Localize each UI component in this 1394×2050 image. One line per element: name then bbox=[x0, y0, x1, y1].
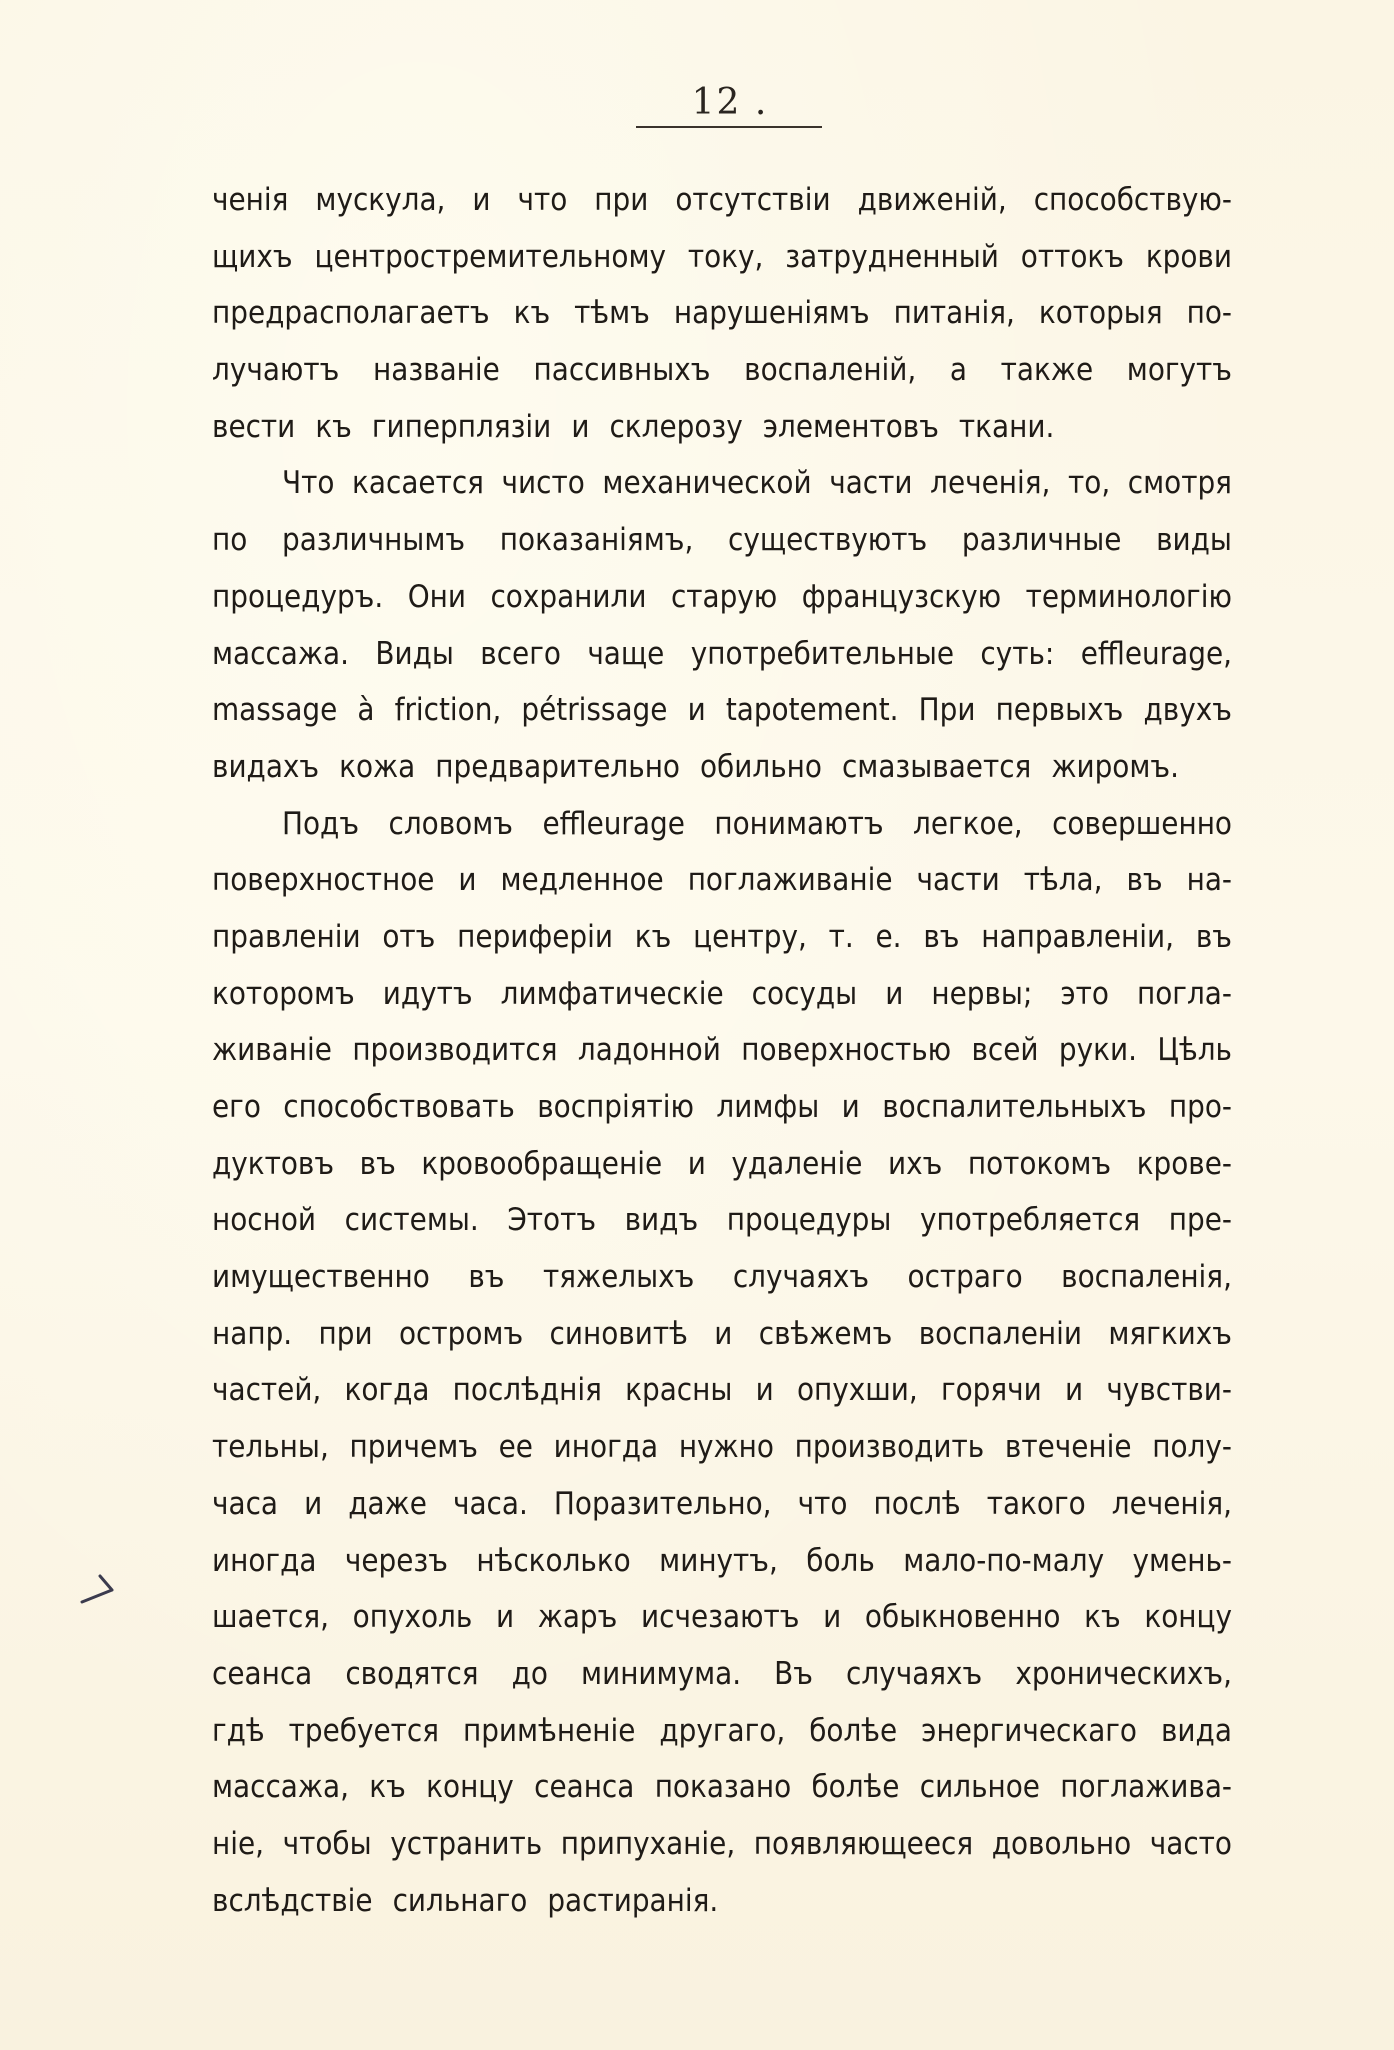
word: вслѣдствіе bbox=[212, 1882, 373, 1919]
word: смазывается bbox=[841, 748, 1032, 785]
word: вида bbox=[1160, 1712, 1232, 1749]
text-line bbox=[212, 1759, 1232, 1816]
word: гиперплязіи bbox=[371, 408, 552, 445]
word: питанія, bbox=[893, 295, 1015, 332]
word: обыкновенно bbox=[864, 1599, 1061, 1636]
text-line bbox=[212, 1476, 1232, 1533]
word: минутъ, bbox=[659, 1542, 778, 1579]
word: показаніямъ, bbox=[499, 522, 694, 559]
word: massage bbox=[212, 692, 338, 729]
word: концу bbox=[426, 1769, 514, 1806]
word: и bbox=[1064, 1372, 1084, 1409]
word: ченія bbox=[212, 182, 289, 218]
word: воспаленіи bbox=[918, 1315, 1082, 1352]
word: болѣе bbox=[811, 1769, 900, 1806]
text-line bbox=[212, 512, 1232, 569]
word: способствую- bbox=[1033, 182, 1232, 218]
word: нѣсколько bbox=[476, 1542, 631, 1579]
word: лимфатическіе bbox=[500, 975, 724, 1012]
word: всей bbox=[971, 1032, 1039, 1069]
word: оттокъ bbox=[1020, 238, 1124, 275]
word: производится bbox=[352, 1032, 558, 1069]
word: центру, bbox=[693, 918, 807, 955]
word: часа bbox=[212, 1485, 278, 1522]
text-line bbox=[212, 1703, 1232, 1760]
body-text bbox=[212, 172, 1232, 1929]
word: поглажива- bbox=[1060, 1769, 1232, 1806]
word: къ bbox=[513, 295, 551, 332]
word: до bbox=[511, 1655, 548, 1692]
word: Подъ bbox=[282, 805, 360, 842]
word: Цѣль bbox=[1157, 1032, 1232, 1069]
text-line bbox=[212, 1192, 1232, 1249]
word: производить bbox=[794, 1429, 985, 1466]
word: сильнаго bbox=[392, 1882, 528, 1919]
word: удаленіе bbox=[731, 1145, 863, 1182]
word: легкое, bbox=[913, 805, 1023, 842]
word: массажа, bbox=[212, 1769, 349, 1806]
word: руки. bbox=[1058, 1032, 1137, 1069]
word: его bbox=[212, 1089, 261, 1125]
word: а bbox=[949, 352, 968, 389]
word: при bbox=[318, 1315, 373, 1352]
word: иногда bbox=[553, 1429, 659, 1466]
word: въ bbox=[359, 1145, 396, 1182]
word: въ bbox=[468, 1259, 505, 1296]
word: тѣмъ bbox=[574, 295, 650, 332]
text-line bbox=[212, 852, 1232, 909]
word: воспалительныхъ bbox=[882, 1089, 1147, 1125]
word: Что bbox=[282, 465, 335, 502]
word: Въ bbox=[774, 1655, 813, 1692]
word: послѣ bbox=[873, 1485, 961, 1522]
text-line bbox=[212, 1362, 1232, 1419]
word: минимума. bbox=[581, 1655, 742, 1692]
word: опухоль bbox=[352, 1599, 473, 1636]
word: появляющееся bbox=[753, 1825, 974, 1862]
word: синовитѣ bbox=[549, 1315, 688, 1352]
word: идутъ bbox=[382, 975, 473, 1012]
word: къ bbox=[369, 1769, 406, 1806]
word: чаще bbox=[587, 635, 665, 672]
word: остромъ bbox=[399, 1315, 524, 1352]
word: поверхностное bbox=[212, 862, 435, 899]
text-line bbox=[212, 172, 1232, 229]
word: къ bbox=[634, 918, 672, 955]
word: видъ bbox=[624, 1202, 699, 1239]
word: шается, bbox=[212, 1599, 329, 1636]
word: по- bbox=[1186, 295, 1232, 332]
word: болѣе bbox=[809, 1712, 898, 1749]
word: воспаленія, bbox=[1061, 1259, 1232, 1296]
word: леченія, bbox=[1111, 1485, 1232, 1522]
text-line bbox=[212, 455, 1232, 512]
text-line bbox=[212, 682, 1232, 739]
word: тѣла, bbox=[1023, 862, 1103, 899]
word: втеченіе bbox=[1004, 1429, 1132, 1466]
word: нервы; bbox=[931, 975, 1033, 1012]
word: въ bbox=[1126, 862, 1163, 899]
word: лучаютъ bbox=[212, 352, 340, 389]
word: и bbox=[841, 1089, 860, 1125]
word: живаніе bbox=[212, 1032, 332, 1069]
word: названіе bbox=[372, 352, 500, 389]
word: то, bbox=[1068, 465, 1111, 502]
word: поглаживаніе bbox=[687, 862, 893, 899]
text-line bbox=[212, 229, 1232, 286]
word: старую bbox=[670, 578, 778, 615]
text-line bbox=[212, 1589, 1232, 1646]
word: мускула, bbox=[315, 182, 446, 218]
word: пассивныхъ bbox=[533, 352, 711, 389]
word: послѣднія bbox=[452, 1372, 602, 1409]
word: случаяхъ bbox=[732, 1259, 870, 1296]
word: смотря bbox=[1127, 465, 1232, 502]
word: виды bbox=[1156, 522, 1232, 559]
word: существуютъ bbox=[728, 522, 928, 559]
word: которыя bbox=[1038, 295, 1163, 332]
text-line bbox=[212, 569, 1232, 626]
word: тельны, bbox=[212, 1429, 329, 1466]
word: процедуръ. bbox=[212, 578, 384, 615]
word: всего bbox=[480, 635, 561, 672]
word: вести bbox=[212, 408, 296, 445]
word: При bbox=[918, 692, 976, 729]
word: ихъ bbox=[887, 1145, 943, 1182]
word: крове- bbox=[1136, 1145, 1232, 1182]
word: иногда bbox=[212, 1542, 317, 1579]
word: черезъ bbox=[344, 1542, 448, 1579]
word: центростремительному bbox=[314, 238, 666, 275]
word: боль bbox=[806, 1542, 875, 1579]
word: свѣжемъ bbox=[758, 1315, 893, 1352]
word: и bbox=[823, 1599, 842, 1636]
word: частей, bbox=[212, 1372, 322, 1409]
word: также bbox=[1000, 352, 1094, 389]
word: т. bbox=[828, 918, 854, 955]
word: и bbox=[687, 692, 706, 729]
word: довольно bbox=[991, 1825, 1132, 1862]
word: горячи bbox=[940, 1372, 1042, 1409]
word: pétrissage bbox=[521, 692, 668, 729]
word: видахъ bbox=[212, 748, 320, 785]
word: потокомъ bbox=[967, 1145, 1112, 1182]
word: сохранили bbox=[490, 578, 647, 615]
word: исчезаютъ bbox=[641, 1599, 800, 1636]
word: нарушеніямъ bbox=[673, 295, 870, 332]
word: чувстви- bbox=[1106, 1372, 1232, 1409]
word: понимаютъ bbox=[714, 805, 884, 842]
word: tapotement. bbox=[725, 692, 899, 729]
word: части bbox=[829, 465, 913, 502]
word: à bbox=[357, 692, 375, 729]
text-line bbox=[212, 909, 1232, 966]
word: имущественно bbox=[212, 1259, 430, 1296]
word: даже bbox=[348, 1485, 427, 1522]
word: часто bbox=[1149, 1825, 1232, 1862]
word: леченія, bbox=[930, 465, 1051, 502]
word: энергическаго bbox=[921, 1712, 1137, 1749]
word: и bbox=[458, 862, 477, 899]
word: концу bbox=[1144, 1599, 1232, 1636]
word: причемъ bbox=[349, 1429, 478, 1466]
word: отъ bbox=[382, 918, 436, 955]
word: суть: bbox=[980, 635, 1055, 672]
word: мало-по-малу bbox=[903, 1542, 1105, 1579]
text-line bbox=[212, 1022, 1232, 1079]
word: движеній, bbox=[857, 182, 1007, 218]
text-line bbox=[212, 739, 1232, 796]
margin-pencil-mark bbox=[78, 1568, 118, 1608]
word: правленіи bbox=[212, 918, 361, 955]
word: медленное bbox=[500, 862, 664, 899]
word: касается bbox=[352, 465, 484, 502]
word: массажа. bbox=[212, 635, 349, 672]
text-line bbox=[212, 626, 1232, 683]
word: сеанса bbox=[212, 1655, 313, 1692]
word: предварительно bbox=[435, 748, 680, 785]
word: хроническихъ, bbox=[1015, 1655, 1232, 1692]
word: въ bbox=[923, 918, 960, 955]
word: элементовъ bbox=[762, 408, 939, 445]
word: двухъ bbox=[1143, 692, 1232, 729]
word: предрасполагаетъ bbox=[212, 295, 490, 332]
word: затрудненный bbox=[785, 238, 999, 275]
word: лимфы bbox=[716, 1089, 820, 1125]
word: въ bbox=[1195, 918, 1232, 955]
word: поверхностью bbox=[741, 1032, 952, 1069]
word: которомъ bbox=[212, 975, 355, 1012]
word: Виды bbox=[375, 635, 454, 672]
text-line bbox=[212, 1249, 1232, 1306]
word: терминологію bbox=[1025, 578, 1232, 615]
word: е. bbox=[875, 918, 902, 955]
word: направленіи, bbox=[981, 918, 1175, 955]
text-line bbox=[212, 285, 1232, 342]
word: опухши, bbox=[796, 1372, 918, 1409]
word: это bbox=[1060, 975, 1109, 1012]
word: припуханіе, bbox=[560, 1825, 736, 1862]
word: и bbox=[304, 1485, 323, 1522]
word: механической bbox=[602, 465, 812, 502]
word: чтобы bbox=[282, 1825, 372, 1862]
word: жаръ bbox=[537, 1599, 618, 1636]
word: по bbox=[212, 522, 248, 559]
word: мягкихъ bbox=[1108, 1315, 1232, 1352]
word: что bbox=[797, 1485, 848, 1522]
text-line bbox=[212, 1533, 1232, 1590]
word: щихъ bbox=[212, 238, 293, 275]
word: тяжелыхъ bbox=[542, 1259, 695, 1296]
word: крови bbox=[1145, 238, 1232, 275]
text-line bbox=[212, 1873, 1232, 1930]
word: отсутствіи bbox=[675, 182, 831, 218]
word: части bbox=[916, 862, 1000, 899]
word: другаго, bbox=[659, 1712, 786, 1749]
word: и bbox=[714, 1315, 733, 1352]
text-line bbox=[212, 796, 1232, 853]
word: нужно bbox=[678, 1429, 774, 1466]
word: и bbox=[885, 975, 904, 1012]
word: требуется bbox=[288, 1712, 439, 1749]
text-line bbox=[212, 1419, 1232, 1476]
word: сосуды bbox=[751, 975, 858, 1012]
word: остраго bbox=[907, 1259, 1023, 1296]
word: кожа bbox=[339, 748, 416, 785]
word: сильное bbox=[919, 1769, 1040, 1806]
word: ее bbox=[498, 1429, 533, 1466]
header-rule bbox=[636, 126, 822, 128]
word: употребительные bbox=[690, 635, 955, 672]
word: пре- bbox=[1168, 1202, 1232, 1239]
word: случаяхъ bbox=[846, 1655, 983, 1692]
word: чисто bbox=[501, 465, 585, 502]
word: на- bbox=[1186, 862, 1232, 899]
word: току, bbox=[687, 238, 764, 275]
word: растиранія. bbox=[547, 1882, 719, 1919]
text-line bbox=[212, 1816, 1232, 1873]
text-line bbox=[212, 1136, 1232, 1193]
word: effleurage bbox=[542, 805, 685, 842]
word: и bbox=[495, 1599, 515, 1636]
word: умень- bbox=[1132, 1542, 1232, 1579]
word: системы. bbox=[344, 1202, 479, 1239]
word: дуктовъ bbox=[212, 1145, 335, 1182]
word: употребляется bbox=[919, 1202, 1141, 1239]
word: при bbox=[594, 182, 649, 218]
word: процедуры bbox=[726, 1202, 892, 1239]
word: ладонной bbox=[577, 1032, 721, 1069]
text-line bbox=[212, 399, 1232, 456]
word: кровообращеніе bbox=[421, 1145, 663, 1182]
word: жиромъ. bbox=[1051, 748, 1179, 785]
word: и bbox=[472, 182, 491, 218]
word: про- bbox=[1168, 1089, 1232, 1125]
word: и bbox=[571, 408, 590, 445]
word: friction, bbox=[394, 692, 502, 729]
word: периферіи bbox=[457, 918, 613, 955]
word: когда bbox=[344, 1372, 430, 1409]
word: ніе, bbox=[212, 1825, 265, 1862]
word: Поразительно, bbox=[553, 1485, 772, 1522]
word: словомъ bbox=[388, 805, 513, 842]
text-line bbox=[212, 966, 1232, 1023]
word: обильно bbox=[700, 748, 822, 785]
word: такого bbox=[986, 1485, 1086, 1522]
word: сводятся bbox=[345, 1655, 479, 1692]
page-number: 12 . bbox=[691, 82, 769, 123]
word: французскую bbox=[801, 578, 1002, 615]
word: часа. bbox=[452, 1485, 528, 1522]
word: сеанса bbox=[534, 1769, 635, 1806]
word: различные bbox=[961, 522, 1122, 559]
text-line bbox=[212, 1646, 1232, 1703]
word: ткани. bbox=[958, 408, 1055, 445]
text-line bbox=[212, 342, 1232, 399]
word: полу- bbox=[1152, 1429, 1232, 1466]
word: устранить bbox=[390, 1825, 543, 1862]
word: различнымъ bbox=[282, 522, 466, 559]
word: напр. bbox=[212, 1315, 293, 1352]
text-line bbox=[212, 1079, 1232, 1136]
word: effleurage, bbox=[1080, 635, 1232, 672]
word: могутъ bbox=[1126, 352, 1232, 389]
word: способствовать bbox=[283, 1089, 515, 1125]
text-line bbox=[212, 1306, 1232, 1363]
word: воспріятію bbox=[537, 1089, 694, 1125]
word: воспаленій, bbox=[744, 352, 917, 389]
word: погла- bbox=[1137, 975, 1232, 1012]
word: показано bbox=[654, 1769, 792, 1806]
word: и bbox=[755, 1372, 774, 1409]
word: гдѣ bbox=[212, 1712, 265, 1749]
word: къ bbox=[315, 408, 352, 445]
word: Они bbox=[407, 578, 466, 615]
word: примѣненіе bbox=[462, 1712, 636, 1749]
word: носной bbox=[212, 1202, 317, 1239]
word: первыхъ bbox=[995, 692, 1124, 729]
word: красны bbox=[625, 1372, 733, 1409]
word: и bbox=[687, 1145, 706, 1182]
word: что bbox=[517, 182, 568, 218]
word: Этотъ bbox=[507, 1202, 597, 1239]
word: склерозу bbox=[609, 408, 743, 445]
word: совершенно bbox=[1052, 805, 1232, 842]
word: къ bbox=[1084, 1599, 1121, 1636]
